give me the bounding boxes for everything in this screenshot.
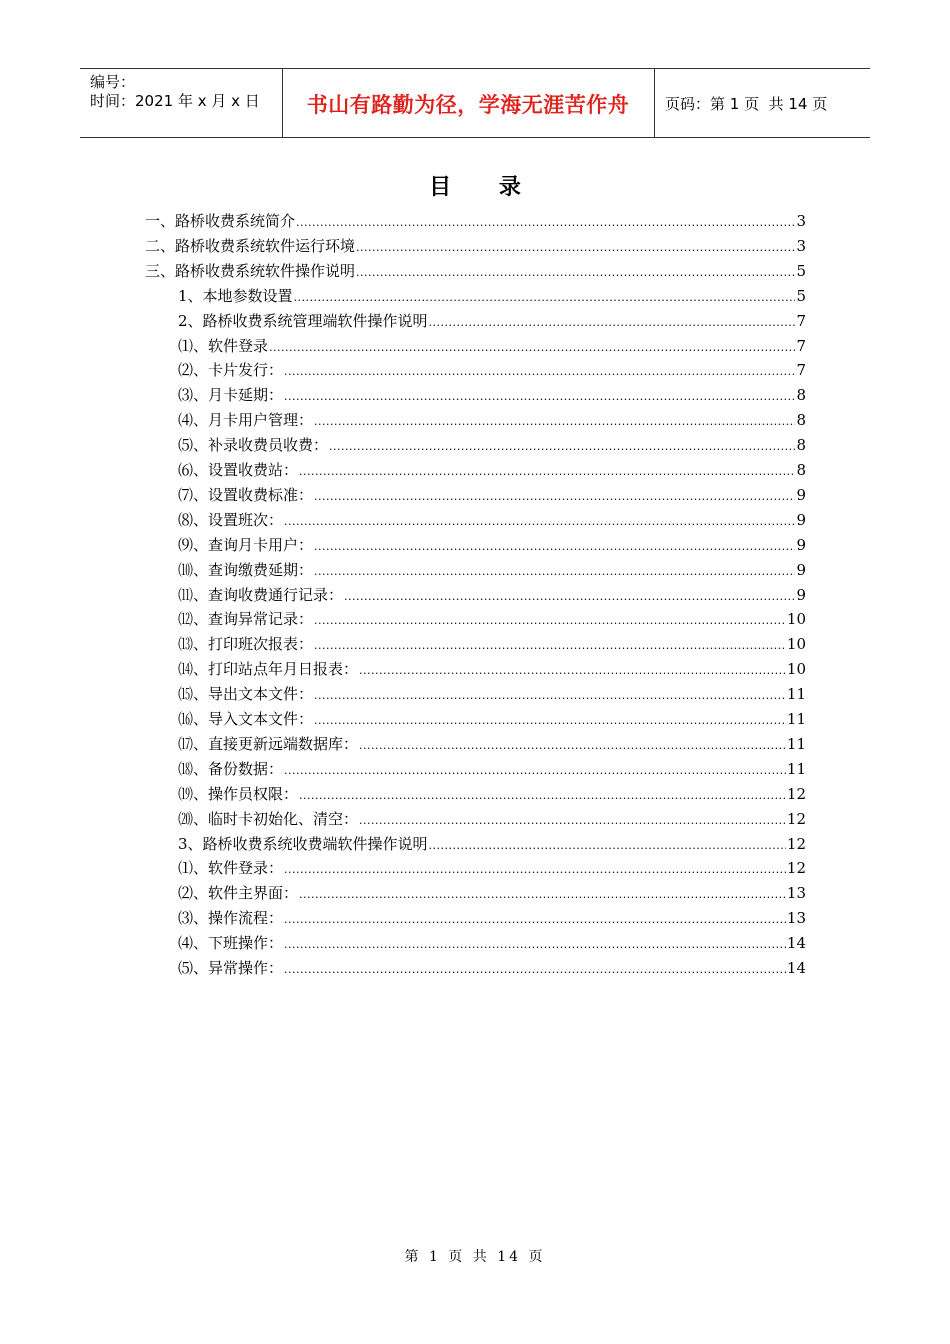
toc-entry-label: ⑾、查询收费通行记录： [178, 585, 344, 604]
toc-title: 目 录 [429, 175, 541, 200]
toc-leader-dots [314, 560, 795, 584]
toc-entry-page-number: 12 [786, 809, 806, 828]
toc-entry-label: ⒂、导出文本文件： [178, 685, 314, 704]
toc-entry-page-number: 9 [796, 535, 806, 554]
toc-entry-label: 1、本地参数设置 [178, 286, 293, 305]
toc-entry-label: 一、路桥收费系统简介 [145, 212, 296, 230]
toc-leader-dots [284, 858, 786, 882]
document-time-label: 时间：2021 年 x 月 x 日 [90, 92, 260, 110]
toc-leader-dots [359, 734, 786, 758]
toc-entry-page-number: 7 [796, 361, 806, 380]
toc-entry-page-number: 5 [796, 261, 806, 280]
toc-entry-label: ⒃、导入文本文件： [178, 710, 314, 728]
toc-entry-page-number: 3 [796, 236, 806, 255]
toc-entry-page-number: 7 [796, 311, 806, 330]
toc-entry-page-number: 8 [796, 386, 806, 405]
header-meta-cell [80, 69, 283, 137]
toc-entry-page-number: 7 [796, 336, 806, 355]
toc-entry-page-number: 14 [786, 959, 806, 977]
toc-leader-dots [284, 385, 795, 409]
toc-entry-label: 二、路桥收费系统软件运行环境 [145, 236, 356, 255]
toc-entry[interactable] [178, 782, 806, 806]
toc-entry-label: ⑶、月卡延期： [178, 386, 284, 405]
toc-entry[interactable] [178, 732, 806, 756]
toc-entry-label: ⑿、查询异常记录： [178, 610, 314, 629]
toc-entry-page-number: 13 [786, 909, 806, 928]
toc-entry[interactable] [178, 931, 806, 955]
toc-entry-label: ⒄、直接更新远端数据库： [178, 734, 359, 753]
toc-entry-label: ⑸、异常操作： [178, 959, 284, 977]
document-number-label: 编号： [90, 73, 136, 91]
toc-entry-label: ⑼、查询月卡用户： [178, 535, 314, 554]
toc-entry-page-number: 8 [796, 411, 806, 430]
toc-leader-dots [314, 410, 795, 434]
toc-entry-label: ⒅、备份数据： [178, 759, 284, 778]
toc-entry-label: 三、路桥收费系统软件操作说明 [145, 261, 356, 280]
toc-entry[interactable] [178, 508, 806, 532]
header-motto: 书山有路勤为径，学海无涯苦作舟 [306, 93, 630, 117]
toc-entry[interactable] [178, 284, 806, 308]
toc-entry[interactable] [178, 657, 806, 681]
toc-entry-page-number: 9 [796, 560, 806, 579]
toc-entry[interactable] [145, 209, 806, 233]
page-footer: 第 1 页 共 14 页 [404, 1249, 546, 1265]
toc-leader-dots [359, 809, 786, 833]
toc-entry-label: 3、路桥收费系统收费端软件操作说明 [178, 834, 428, 853]
toc-entry-page-number: 12 [786, 859, 806, 878]
toc-entry[interactable] [178, 358, 806, 382]
toc-leader-dots [284, 908, 786, 932]
toc-entry-label: ⒆、操作员权限： [178, 784, 299, 803]
toc-entry-label: ⑵、软件主界面： [178, 884, 299, 903]
toc-entry-page-number: 11 [786, 759, 806, 778]
toc-entry[interactable] [178, 632, 806, 656]
toc-leader-dots [314, 684, 786, 708]
toc-entry[interactable] [178, 383, 806, 407]
toc-entry[interactable] [178, 956, 806, 980]
toc-entry-page-number: 12 [786, 834, 806, 853]
toc-entry-label: ⒇、临时卡初始化、清空： [178, 809, 359, 828]
toc-leader-dots [429, 311, 796, 335]
toc-leader-dots [284, 360, 795, 384]
toc-entry[interactable] [178, 483, 806, 507]
toc-leader-dots [356, 261, 795, 285]
toc-entry-page-number: 8 [796, 436, 806, 455]
toc-entry[interactable] [178, 856, 806, 880]
toc-leader-dots [299, 784, 786, 808]
toc-entry[interactable] [178, 906, 806, 930]
toc-entry-page-number: 9 [796, 485, 806, 504]
toc-leader-dots [429, 834, 786, 858]
toc-entry[interactable] [178, 558, 806, 582]
toc-entry-label: ⑷、月卡用户管理： [178, 411, 314, 430]
page-header [80, 68, 870, 138]
toc-leader-dots [284, 759, 786, 783]
toc-entry[interactable] [178, 757, 806, 781]
toc-entry-label: ⑹、设置收费站： [178, 461, 299, 479]
toc-entry-page-number: 11 [786, 734, 806, 753]
toc-entry-label: ⑶、操作流程： [178, 909, 284, 928]
toc-entry-page-number: 14 [786, 934, 806, 953]
header-page-number: 页码：第 1 页 共 14 页 [665, 95, 828, 113]
toc-entry-page-number: 10 [786, 660, 806, 679]
toc-entry[interactable] [178, 533, 806, 557]
toc-entry-page-number: 10 [786, 635, 806, 654]
toc-leader-dots [314, 609, 786, 633]
toc-entry-label: ⑷、下班操作： [178, 934, 284, 953]
toc-entry[interactable] [178, 607, 806, 631]
toc-leader-dots [284, 510, 795, 534]
toc-entry-label: ⑸、补录收费员收费： [178, 436, 329, 455]
toc-entry[interactable] [178, 334, 806, 358]
toc-entry[interactable] [178, 881, 806, 905]
toc-entry-page-number: 11 [786, 685, 806, 704]
toc-leader-dots [314, 485, 795, 509]
toc-entry-label: 2、路桥收费系统管理端软件操作说明 [178, 311, 428, 330]
toc-entry-label: ⒁、打印站点年月日报表： [178, 660, 359, 679]
toc-entry[interactable] [145, 234, 806, 258]
toc-entry-page-number: 12 [786, 784, 806, 803]
toc-entry[interactable] [178, 807, 806, 831]
header-page-cell [655, 69, 870, 137]
toc-entry-page-number: 9 [796, 510, 806, 529]
toc-entry-label: ⑻、设置班次： [178, 510, 284, 529]
toc-leader-dots [299, 460, 795, 484]
toc-entry-page-number: 9 [796, 585, 806, 604]
toc-entry-page-number: 5 [796, 286, 806, 305]
toc-leader-dots [344, 585, 795, 609]
toc-entry-label: ⒀、打印班次报表： [178, 635, 314, 654]
toc-leader-dots [284, 958, 786, 982]
toc-entry-label: ⑴、软件登录： [178, 859, 284, 878]
toc-entry-page-number: 11 [786, 710, 806, 728]
header-motto-cell [282, 69, 655, 137]
toc-leader-dots [314, 634, 786, 658]
toc-entry-page-number: 10 [786, 610, 806, 629]
toc-entry[interactable] [178, 458, 806, 482]
toc-leader-dots [329, 435, 795, 459]
toc-entry[interactable] [178, 408, 806, 432]
toc-entry[interactable] [145, 259, 806, 283]
toc-leader-dots [284, 933, 786, 957]
toc-entry-label: ⑽、查询缴费延期： [178, 560, 314, 579]
toc-leader-dots [296, 211, 795, 235]
toc-entry-page-number: 8 [796, 461, 806, 479]
toc-entry[interactable] [178, 832, 806, 856]
toc-entry-label: ⑵、卡片发行： [178, 361, 284, 380]
toc-entry[interactable] [178, 707, 806, 731]
toc-entry-label: ⑴、软件登录 [178, 336, 269, 355]
toc-leader-dots [359, 659, 786, 683]
toc-leader-dots [269, 336, 795, 360]
toc-entry-page-number: 13 [786, 884, 806, 903]
toc-entry-label: ⑺、设置收费标准： [178, 485, 314, 504]
toc-leader-dots [314, 535, 795, 559]
toc-leader-dots [294, 286, 796, 310]
toc-entry[interactable] [178, 433, 806, 457]
toc-entry[interactable] [178, 583, 806, 607]
toc-leader-dots [299, 883, 786, 907]
toc-leader-dots [356, 236, 795, 260]
toc-entry-page-number: 3 [796, 212, 806, 230]
toc-entry[interactable] [178, 309, 806, 333]
toc-leader-dots [314, 709, 786, 733]
toc-entry[interactable] [178, 682, 806, 706]
